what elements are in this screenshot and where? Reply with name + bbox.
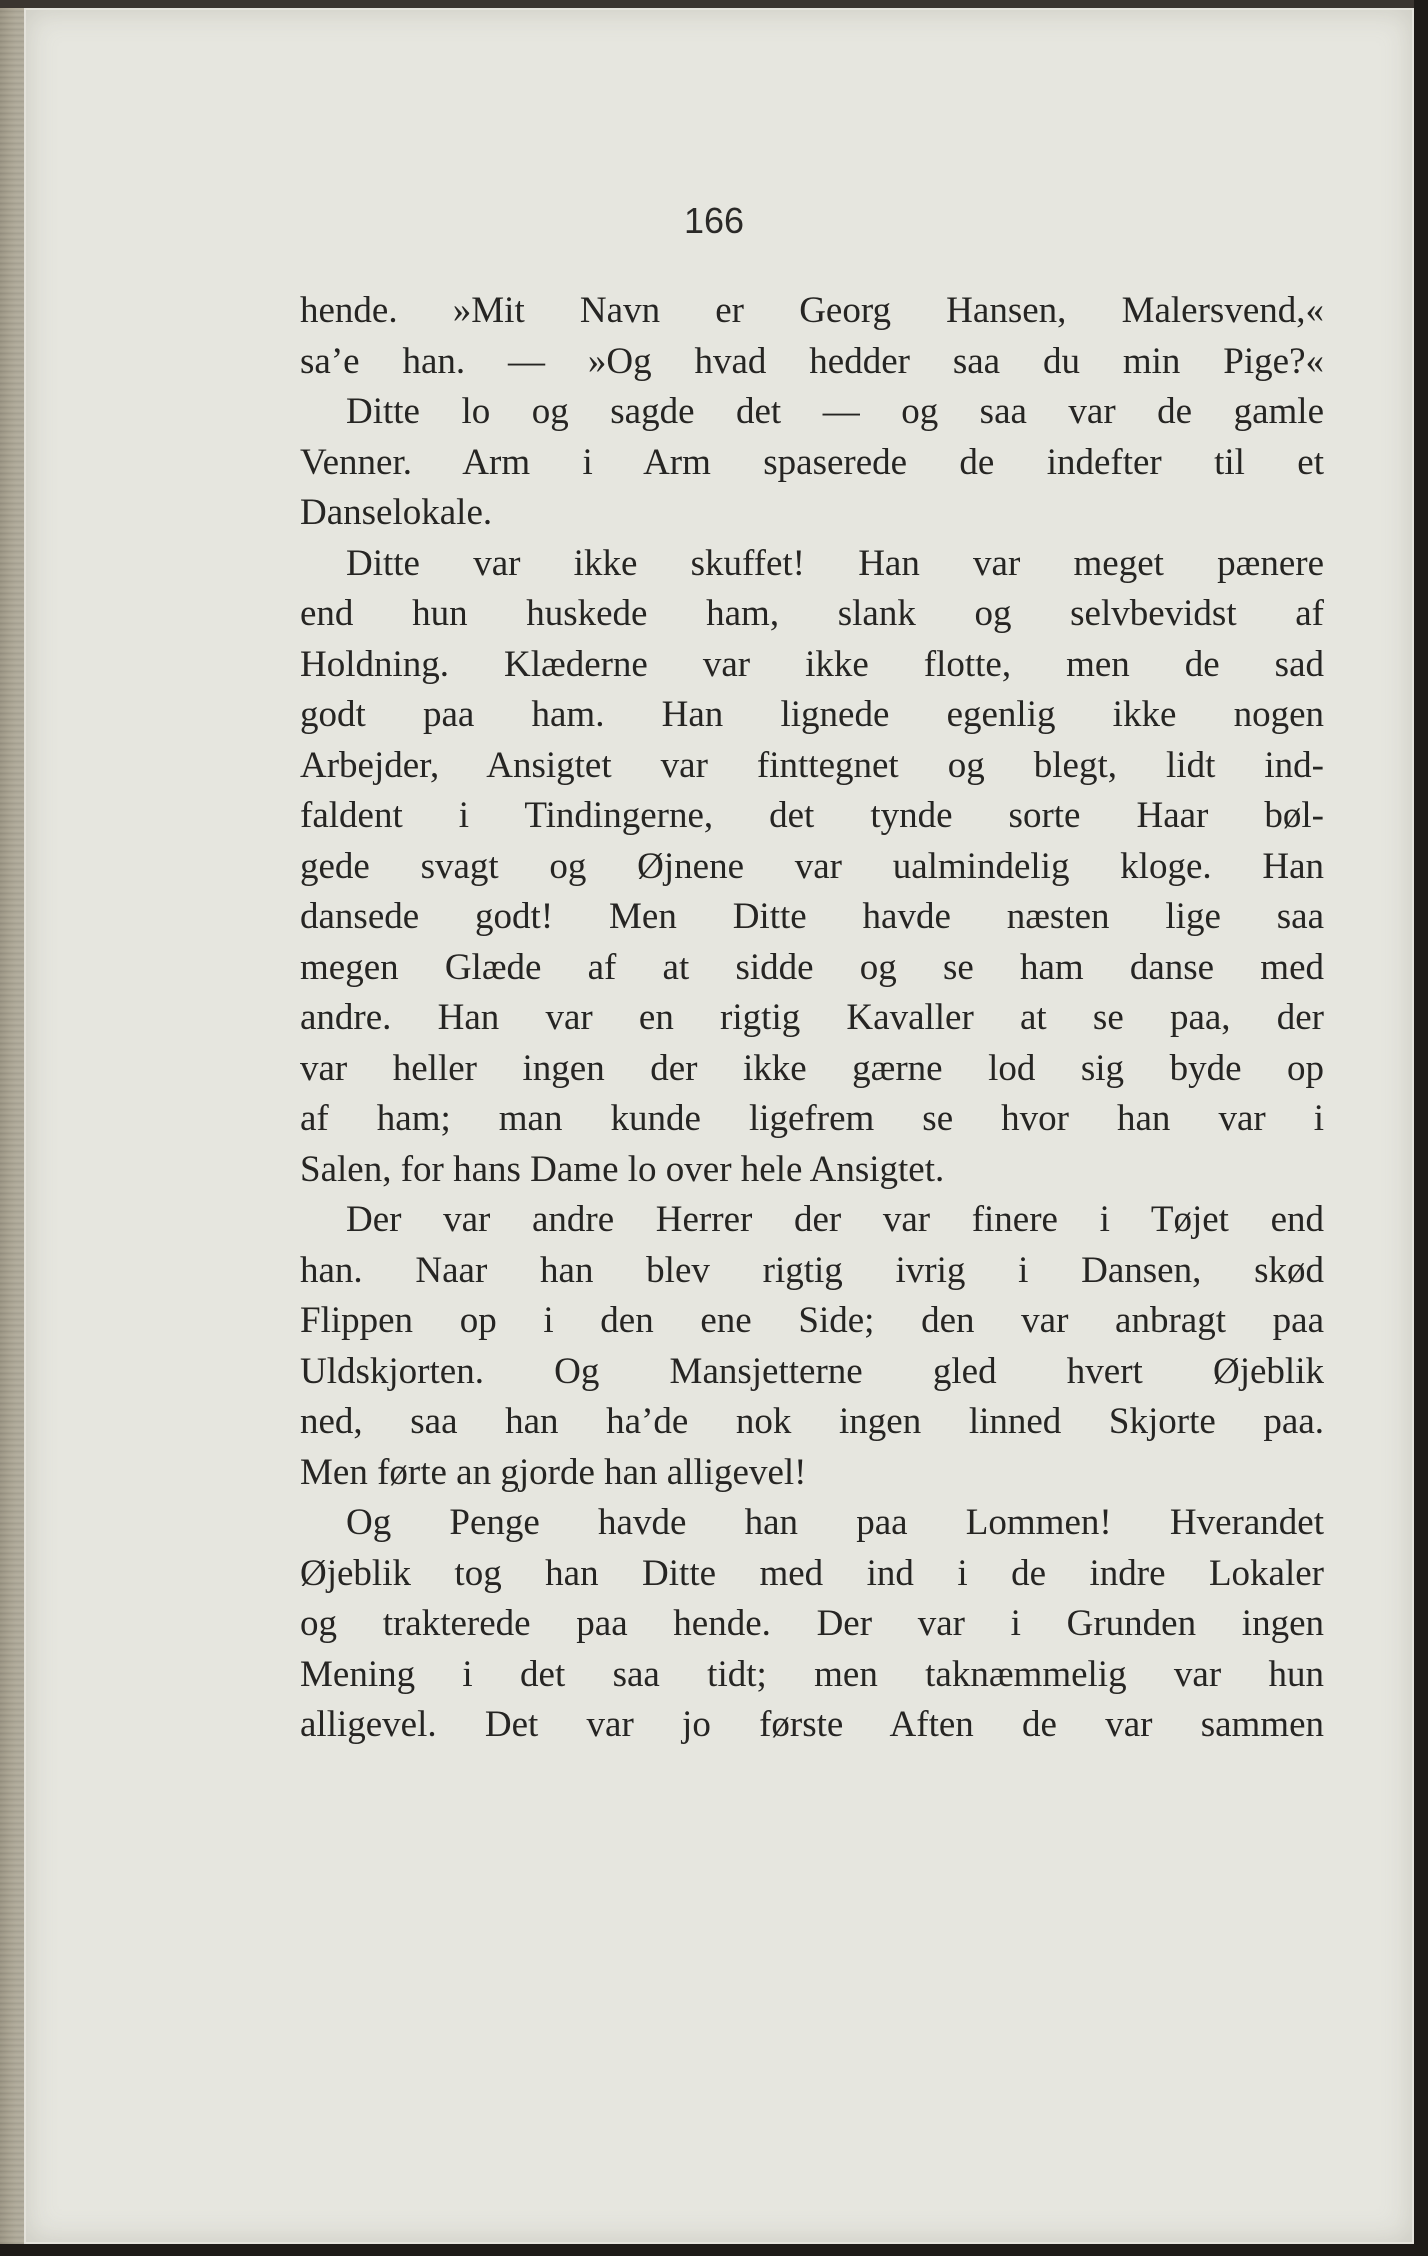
text-line: han. Naar han blev rigtig ivrig i Dansen, skød: [300, 1249, 1324, 1291]
text-line: end hun huskede ham, slank og selvbevidst af: [300, 593, 1324, 634]
text-line: Arbejder, Ansigtet var finttegnet og blegt, lidt ind-: [300, 744, 1324, 786]
text-line: ned, saa han ha’de nok ingen linned Skjorte paa.: [300, 1401, 1324, 1442]
text-line: Uldskjorten. Og Mansjetterne gled hvert Øjeblik: [300, 1350, 1324, 1392]
text-line: alligevel. Det var jo første Aften de var sammen: [300, 1704, 1324, 1745]
text-line: hende. »Mit Navn er Georg Hansen, Malersvend,«: [300, 290, 1324, 331]
scan-bottom-edge: [0, 2244, 1428, 2256]
page-number: 166: [683, 200, 745, 241]
text-line: Mening i det saa tidt; men taknæmmelig var hun: [300, 1653, 1324, 1695]
text-line: megen Glæde af at sidde og se ham danse med: [300, 946, 1324, 988]
scan-right-edge: [1414, 0, 1428, 2256]
scan-top-edge: [0, 0, 1428, 8]
text-line: Flippen op i den ene Side; den var anbragt paa: [300, 1300, 1324, 1341]
text-line: dansede godt! Men Ditte havde næsten lige saa: [300, 896, 1324, 937]
text-line: var heller ingen der ikke gærne lod sig byde op: [300, 1047, 1324, 1089]
text-line: Men førte an gjorde han alligevel!: [300, 1451, 807, 1493]
text-line: Salen, for hans Dame lo over hele Ansigtet.: [300, 1148, 945, 1190]
book-binding-edge: [0, 0, 24, 2256]
text-line: Holdning. Klæderne var ikke flotte, men de sad: [300, 643, 1324, 685]
text-line: andre. Han var en rigtig Kavaller at se paa, der: [300, 997, 1324, 1038]
text-line: Danselokale.: [300, 492, 493, 533]
text-line: Ditte lo og sagde det — og saa var de gamle: [346, 391, 1324, 432]
text-line: Og Penge havde han paa Lommen! Hverandet: [346, 1502, 1324, 1543]
text-line: gede svagt og Øjnene var ualmindelig kloge. Han: [300, 845, 1324, 887]
body-text: [300, 286, 1324, 1751]
text-line: Venner. Arm i Arm spaserede de indefter til et: [300, 441, 1324, 483]
text-line: sa’e han. — »Og hvad hedder saa du min Pige?«: [300, 340, 1324, 382]
text-line: af ham; man kunde ligefrem se hvor han var i: [300, 1098, 1324, 1139]
text-line: Ditte var ikke skuffet! Han var meget pænere: [346, 542, 1324, 584]
text-line: faldent i Tindingerne, det tynde sorte Haar bøl-: [300, 795, 1324, 836]
text-line: og trakterede paa hende. Der var i Grunden ingen: [300, 1603, 1324, 1644]
text-line: godt paa ham. Han lignede egenlig ikke nogen: [300, 694, 1324, 735]
text-line: Øjeblik tog han Ditte med ind i de indre Lokaler: [300, 1552, 1324, 1594]
text-line: Der var andre Herrer der var finere i Tøjet end: [346, 1199, 1324, 1240]
